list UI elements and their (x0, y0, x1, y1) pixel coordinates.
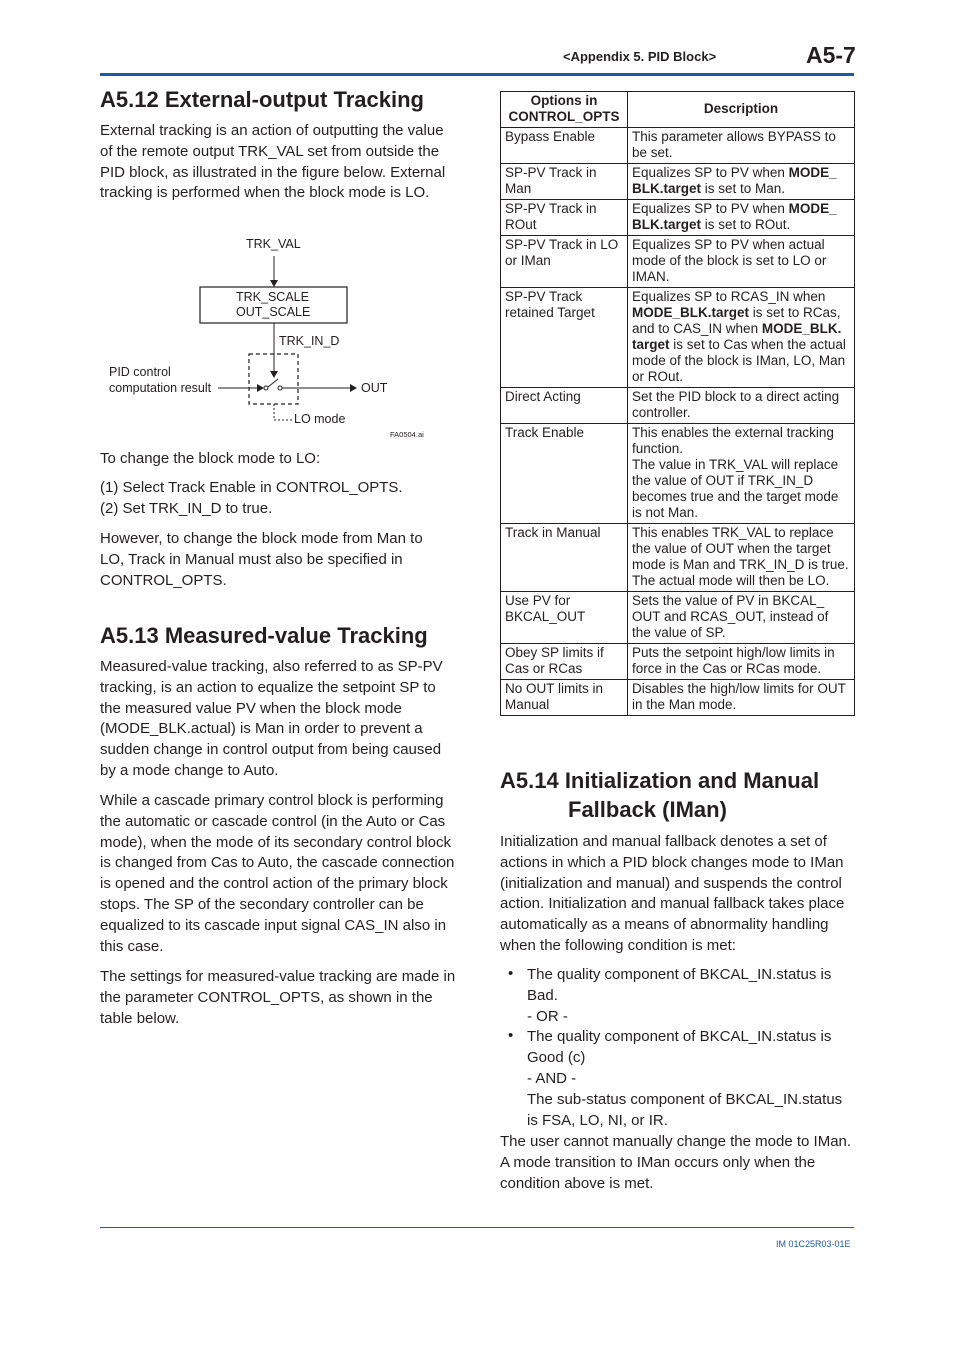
pid-label-line1: PID control (109, 365, 171, 379)
paragraph: Measured-value tracking, also referred to as SP-PV tracking, is an action to equalize the setpoint SP to the measured value PV when the block mode (MODE_BLK.actual) is Man in order to prevent a sudden change in control output from being caused by a mode change to Auto. (100, 658, 443, 779)
option-cell: Use PV for BKCAL_OUT (501, 592, 628, 644)
table-row (501, 236, 855, 288)
option-cell: SP-PV Track in LO or IMan (501, 236, 628, 288)
option-cell: Direct Acting (501, 388, 628, 424)
table-row (501, 200, 855, 236)
bullet-dot: • (508, 1027, 514, 1044)
table-row (501, 128, 855, 164)
table-header-row (501, 92, 855, 128)
desc-text: The value in TRK_VAL will replace the value of OUT if TRK_IN_D becomes true and the target mode is not Man. (632, 457, 839, 520)
table-row (501, 164, 855, 200)
desc-text: Equalizes SP to PV when (632, 201, 789, 216)
description-cell: Equalizes SP to PV when actual mode of the block is set to LO or IMAN. (628, 236, 855, 288)
out-scale-label: OUT_SCALE (236, 305, 311, 319)
paragraph: While a cascade primary control block is performing the automatic or cascade control (in the Auto or Cas mode), when the mode of its secondary control block is changed from Cas to Auto, the cascade connection is opened and the control action of the primary block stops. The SP of the secondary controller can be equalized to its cascade input signal CAS_IN also in this case. (100, 792, 455, 955)
bullet-item: The quality component of BKCAL_IN.status is Good (c) (527, 1028, 832, 1066)
trk-in-d-label: TRK_IN_D (279, 334, 340, 348)
header-text: Options in (530, 93, 598, 108)
desc-bold: MODE_ BLK.target (632, 201, 837, 232)
column-header-description: Description (628, 92, 855, 128)
paragraph: Initialization and manual fallback denotes a set of actions in which a PID block changes mode to IMan (initialization and manual) and suspends the control action. Initialization and manual fallback takes place automatically as a means of abnormality handling when the following condition is met: (500, 833, 845, 954)
option-cell: Track Enable (501, 424, 628, 524)
desc-text: is set to ROut. (701, 217, 791, 232)
paragraph: The user cannot manually change the mode to IMan. A mode transition to IMan occurs only when the condition above is met. (500, 1133, 852, 1192)
bullet-and: - AND - (527, 1070, 577, 1087)
bullet-dot: • (508, 965, 514, 982)
option-cell: SP-PV Track in ROut (501, 200, 628, 236)
option-cell: SP-PV Track in Man (501, 164, 628, 200)
control-opts-table (500, 91, 855, 716)
desc-bold: MODE_BLK. target (632, 321, 842, 352)
paragraph: To change the block mode to LO: (100, 450, 321, 467)
paragraph: However, to change the block mode from Man to LO, Track in Manual must also be specified in CONTROL_OPTS. (100, 530, 423, 589)
pid-label-line2: computation result (109, 381, 212, 395)
header-text: CONTROL_OPTS (508, 109, 620, 124)
description-cell: Sets the value of PV in BKCAL_ OUT and RCAS_OUT, instead of the value of SP. (628, 592, 855, 644)
option-cell: No OUT limits in Manual (501, 680, 628, 716)
desc-text: is set to RCas, and to CAS_IN when (632, 305, 841, 336)
lo-mode-label: LO mode (294, 412, 346, 426)
desc-text: Equalizes SP to RCAS_IN when (632, 289, 826, 304)
trk-scale-label: TRK_SCALE (236, 290, 309, 304)
option-cell: Track in Manual (501, 524, 628, 592)
description-cell (628, 200, 855, 236)
description-cell: This enables TRK_VAL to replace the value of OUT when the target mode is Man and TRK_IN_D is true. The actual mode will then be LO. (628, 524, 855, 592)
running-header: <Appendix 5. PID Block> (563, 49, 717, 64)
description-cell (628, 424, 855, 524)
description-cell (628, 288, 855, 388)
footer-rule (100, 1227, 854, 1228)
column-header-options (501, 92, 628, 128)
description-cell: This parameter allows BYPASS to be set. (628, 128, 855, 164)
table-row (501, 592, 855, 644)
table-row (501, 644, 855, 680)
description-cell (628, 164, 855, 200)
section-title-a514-line2: Fallback (IMan) (568, 797, 727, 822)
page-number: A5-7 (806, 42, 856, 68)
table-row (501, 524, 855, 592)
bullet-subtext: The sub-status component of BKCAL_IN.status is FSA, LO, NI, or IR. (527, 1091, 843, 1129)
table-row (501, 680, 855, 716)
option-cell: SP-PV Track retained Target (501, 288, 628, 388)
option-cell: Bypass Enable (501, 128, 628, 164)
header-rule (100, 73, 854, 76)
desc-bold: MODE_ BLK.target (632, 165, 837, 196)
step-1: (1) Select Track Enable in CONTROL_OPTS. (100, 479, 403, 496)
description-cell: Puts the setpoint high/low limits in force in the Cas or RCas mode. (628, 644, 855, 680)
desc-bold: MODE_BLK.target (632, 305, 750, 320)
desc-text: is set to Man. (701, 181, 786, 196)
description-cell: Set the PID block to a direct acting controller. (628, 388, 855, 424)
option-cell: Obey SP limits if Cas or RCas (501, 644, 628, 680)
bullet-item: The quality component of BKCAL_IN.status is Bad. (527, 966, 832, 1004)
section-title-a514: A5.14 Initialization and Manual (500, 768, 820, 793)
table-row (501, 424, 855, 524)
desc-text: is set to Cas when the actual mode of the block is IMan, LO, Man or ROut. (632, 337, 846, 384)
document-id: IM 01C25R03-01E (776, 1239, 851, 1249)
table-row (501, 388, 855, 424)
desc-text: This enables the external tracking function. (632, 425, 834, 456)
bullet-or: - OR - (527, 1008, 568, 1025)
paragraph: External tracking is an action of outputting the value of the remote output TRK_VAL set from outside the PID block, as illustrated in the figure below. External tracking is performed when the block mode is LO. (100, 122, 446, 202)
description-cell: Disables the high/low limits for OUT in the Man mode. (628, 680, 855, 716)
paragraph: The settings for measured-value tracking are made in the parameter CONTROL_OPTS, as shown in the table below. (100, 968, 456, 1027)
section-title-a513: A5.13 Measured-value Tracking (100, 623, 428, 648)
section-title-a512: A5.12 External-output Tracking (100, 87, 424, 112)
desc-text: Equalizes SP to PV when (632, 165, 789, 180)
trk-val-label: TRK_VAL (246, 237, 301, 251)
table-row (501, 288, 855, 388)
step-2: (2) Set TRK_IN_D to true. (100, 500, 273, 517)
out-label: OUT (361, 381, 388, 395)
figure-id: FA0504.ai (390, 430, 424, 439)
